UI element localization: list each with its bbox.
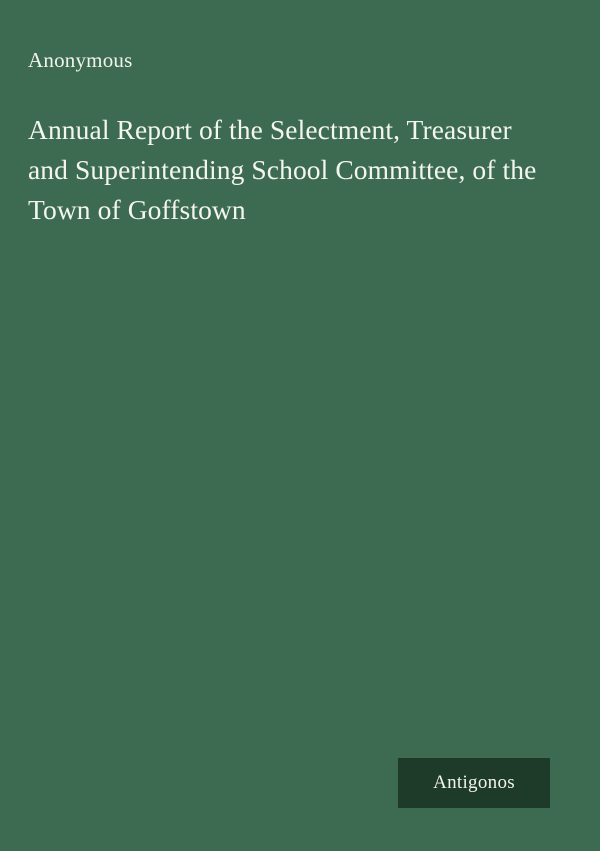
- book-title: Annual Report of the Selectment, Treasurer and Superintending School Committee, of the Town of Goffstown: [28, 114, 537, 225]
- publisher-name: Antigonos: [433, 772, 515, 793]
- publisher-badge: [398, 758, 550, 808]
- author-name: Anonymous: [28, 48, 133, 72]
